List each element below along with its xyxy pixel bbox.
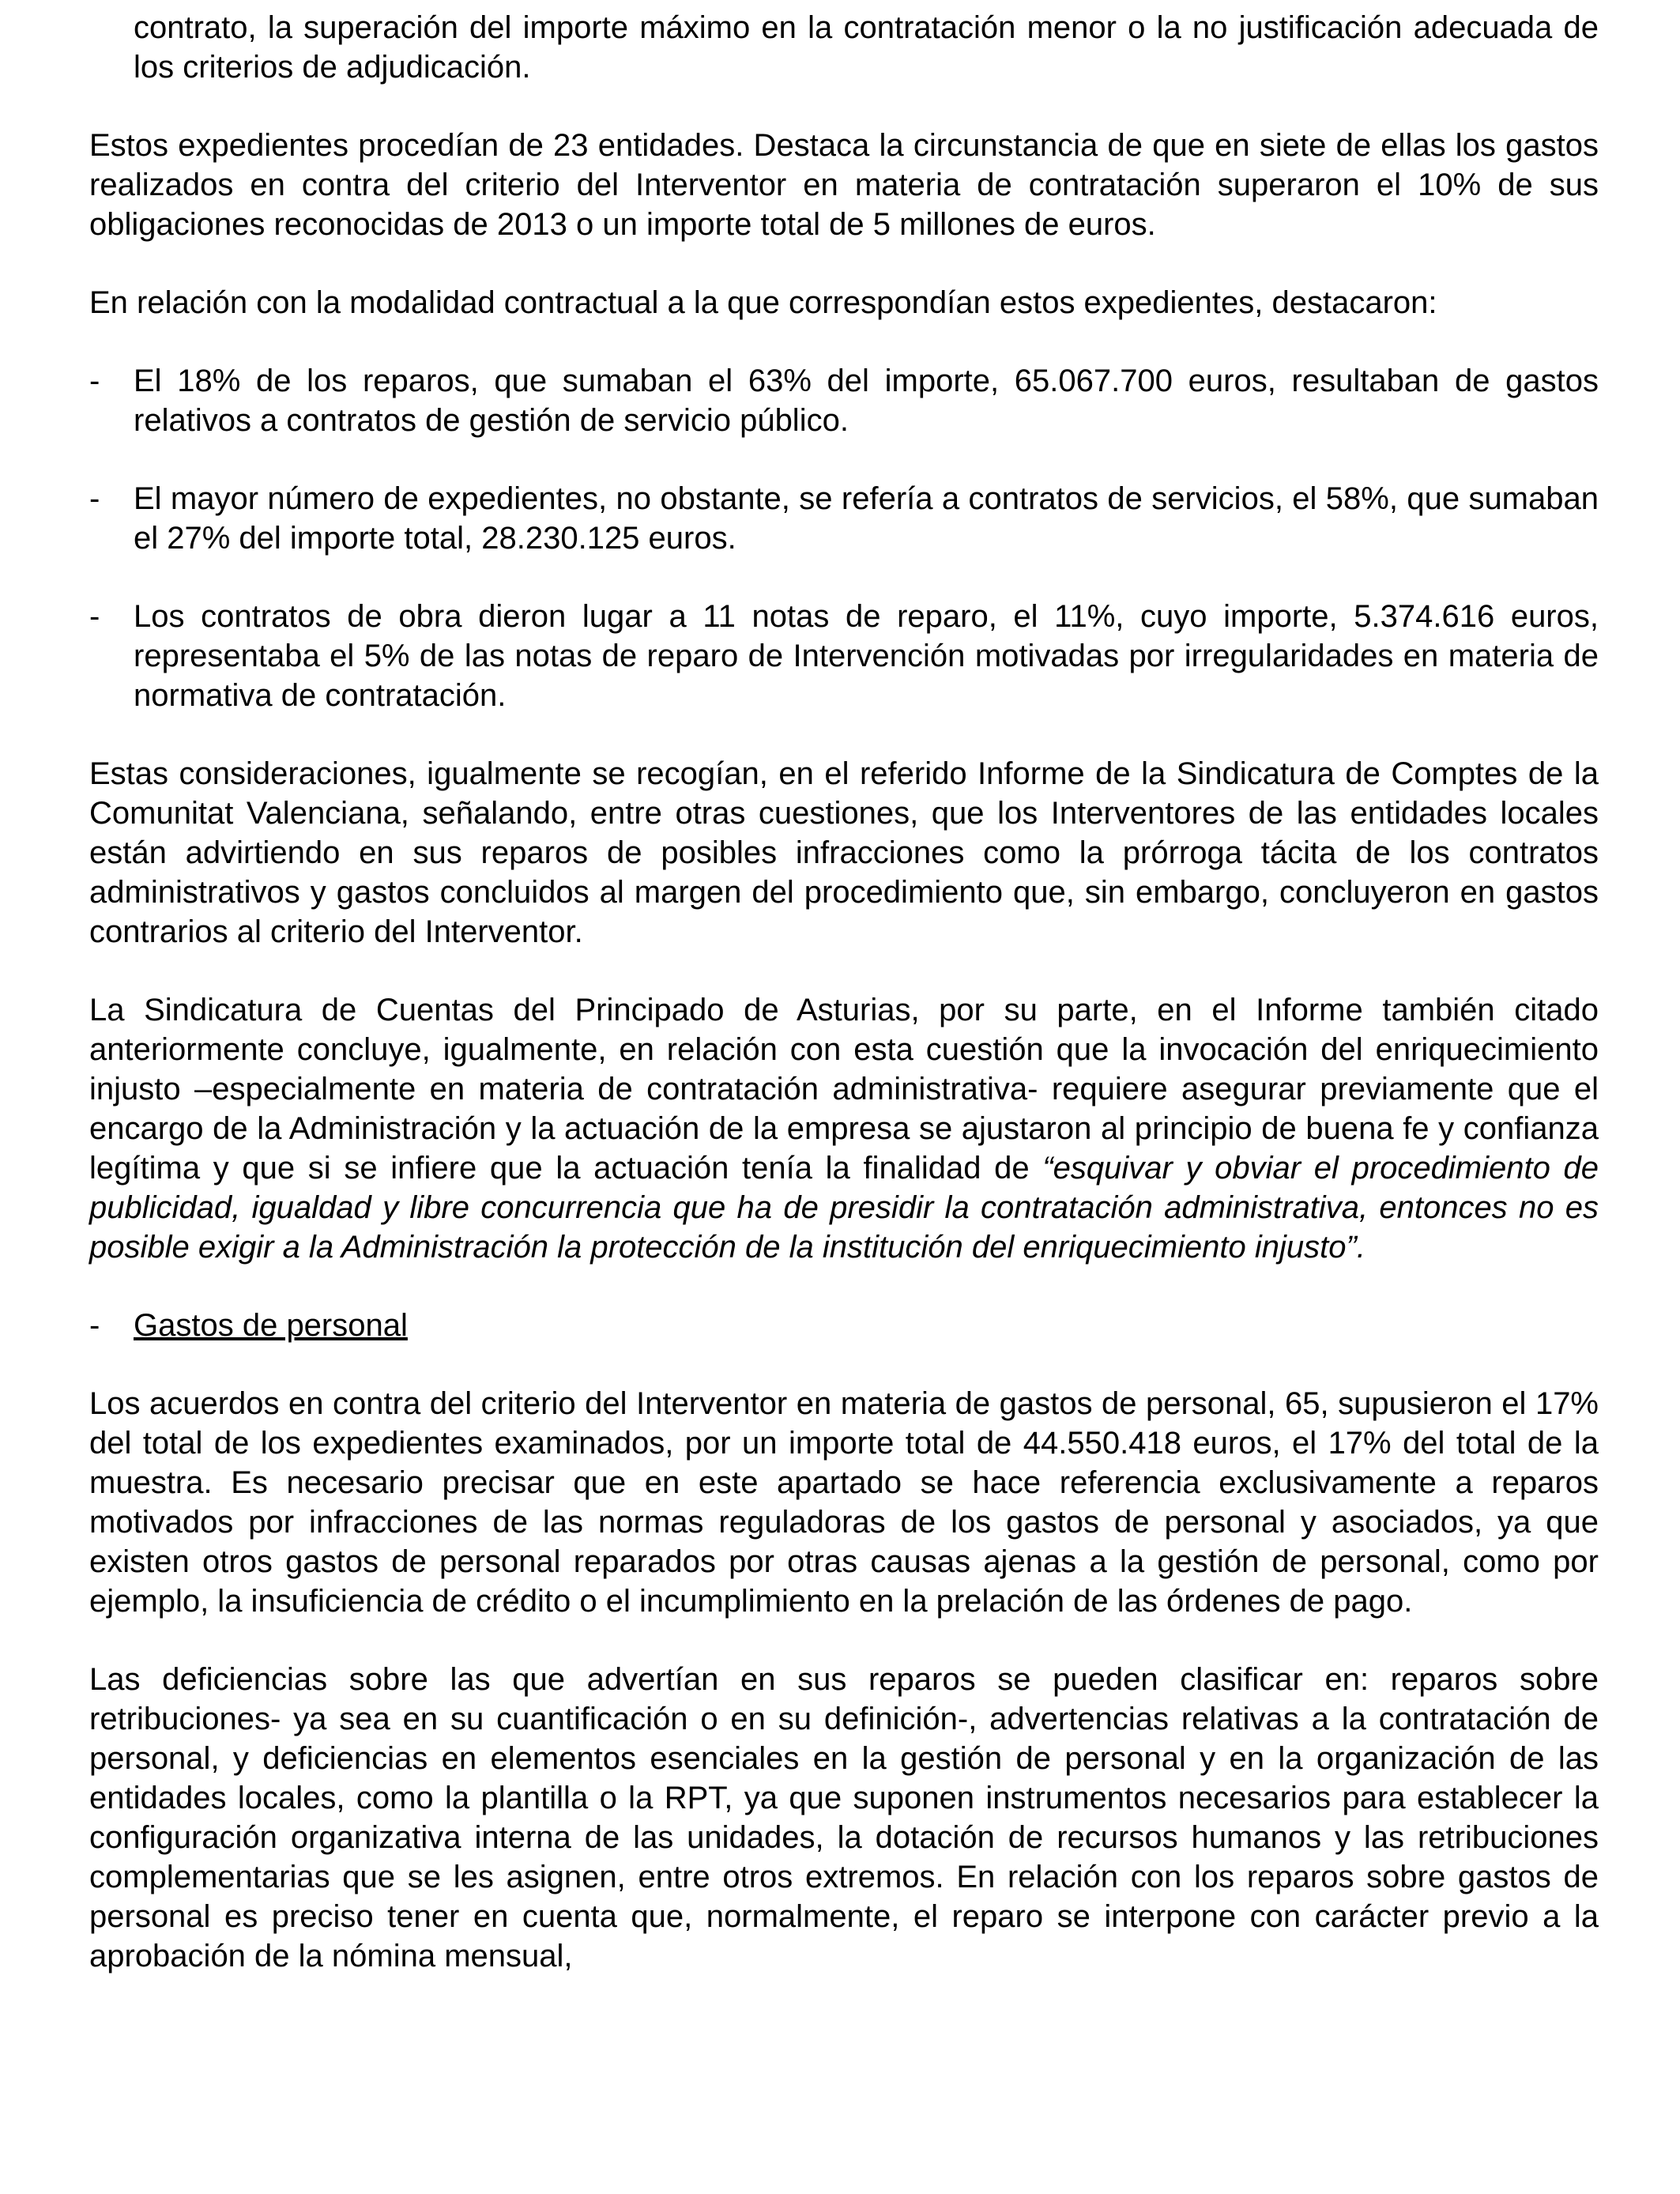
bullet-text: El 18% de los reparos, que sumaban el 63% del importe, 65.067.700 euros, resultaban de gastos relativos a contratos de gestión de servicio público. bbox=[134, 364, 1599, 438]
asturias-text: La Sindicatura de Cuentas del Principado de Asturias, por su parte, en el Informe también citado anteriormente concluye, igualmente, en relación con esta cuestión que la invocación del enriquecimiento injusto –especialmente en materia de contratación administrativa- requiere asegurar previamente que el encargo de la Administración y la actuación de la empresa se ajustaron al principio de buena fe y confianza legítima y que si se infiere que la actuación tenía la finalidad de bbox=[89, 993, 1599, 1186]
document-page bbox=[89, 8, 1599, 1976]
section-heading-text: Gastos de personal bbox=[134, 1308, 408, 1343]
section-heading bbox=[89, 1306, 1599, 1345]
asturias-paragraph bbox=[89, 990, 1599, 1267]
bullet-text: El mayor número de expedientes, no obstante, se refería a contratos de servicios, el 58%, que sumaban el 27% del importe total, 28.230.125 euros. bbox=[134, 481, 1599, 556]
intro-continuation-paragraph: contrato, la superación del importe máximo en la contratación menor o la no justificación adecuada de los criterios de adjudicación. bbox=[134, 10, 1599, 85]
bullet-dash: - bbox=[89, 364, 100, 398]
bullet-item bbox=[89, 361, 1599, 440]
bullet-item bbox=[89, 597, 1599, 715]
bullet-text: Los contratos de obra dieron lugar a 11 notas de reparo, el 11%, cuyo importe, 5.374.616 euros, representaba el 5% de las notas de reparo de Intervención motivadas por irregularidades en materia de normativa de contratación. bbox=[134, 599, 1599, 713]
sindicatura-valenciana-paragraph: Estas consideraciones, igualmente se recogían, en el referido Informe de la Sindicatura de Comptes de la Comunitat Valenciana, señalando, entre otras cuestiones, que los Interventores de las entidades locales están advirtiendo en sus reparos de posibles infracciones como la prórroga tácita de los contratos administrativos y gastos concluidos al margen del procedimiento que, sin embargo, concluyeron en gastos contrarios al criterio del Interventor. bbox=[89, 756, 1599, 949]
acuerdos-personal-paragraph: Los acuerdos en contra del criterio del Interventor en materia de gastos de personal, 65, supusieron el 17% del total de los expedientes examinados, por un importe total de 44.550.418 euros, el 17% del total de la muestra. Es necesario precisar que en este apartado se hace referencia exclusivamente a reparos motivados por infracciones de las normas reguladoras de los gastos de personal y asociados, ya que existen otros gastos de personal reparados por otras causas ajenas a la gestión de personal, como por ejemplo, la insuficiencia de crédito o el incumplimiento en la prelación de las órdenes de pago. bbox=[89, 1386, 1599, 1619]
bullet-dash: - bbox=[89, 481, 100, 516]
section-heading-dash: - bbox=[89, 1308, 100, 1343]
asturias-end: . bbox=[1356, 1230, 1365, 1265]
modalidad-paragraph: En relación con la modalidad contractual a la que correspondían estos expedientes, destacaron: bbox=[89, 285, 1437, 320]
bullet-item bbox=[89, 479, 1599, 558]
bullet-dash: - bbox=[89, 599, 100, 634]
asturias-quote: “esquivar y obviar el procedimiento de publicidad, igualdad y libre concurrencia que ha de presidir la contratación administrativa, entonces no es posible exigir a la Administración la protección de la institución del enriquecimiento injusto” bbox=[89, 1151, 1599, 1265]
entidades-paragraph: Estos expedientes procedían de 23 entidades. Destaca la circunstancia de que en siete de ellas los gastos realizados en contra del criterio del Interventor en materia de contratación superaron el 10% de sus obligaciones reconocidas de 2013 o un importe total de 5 millones de euros. bbox=[89, 128, 1599, 242]
deficiencias-paragraph: Las deficiencias sobre las que advertían en sus reparos se pueden clasificar en: reparos sobre retribuciones- ya sea en su cuantificación o en su definición-, advertencias relativas a la contratación de personal, y deficiencias en elementos esenciales en la gestión de personal y en la organización de las entidades locales, como la plantilla o la RPT, ya que suponen instrumentos necesarios para establecer la configuración organizativa interna de las unidades, la dotación de recursos humanos y las retribuciones complementarias que se les asignen, entre otros extremos. En relación con los reparos sobre gastos de personal es preciso tener en cuenta que, normalmente, el reparo se interpone con carácter previo a la aprobación de la nómina mensual, bbox=[89, 1662, 1599, 1973]
